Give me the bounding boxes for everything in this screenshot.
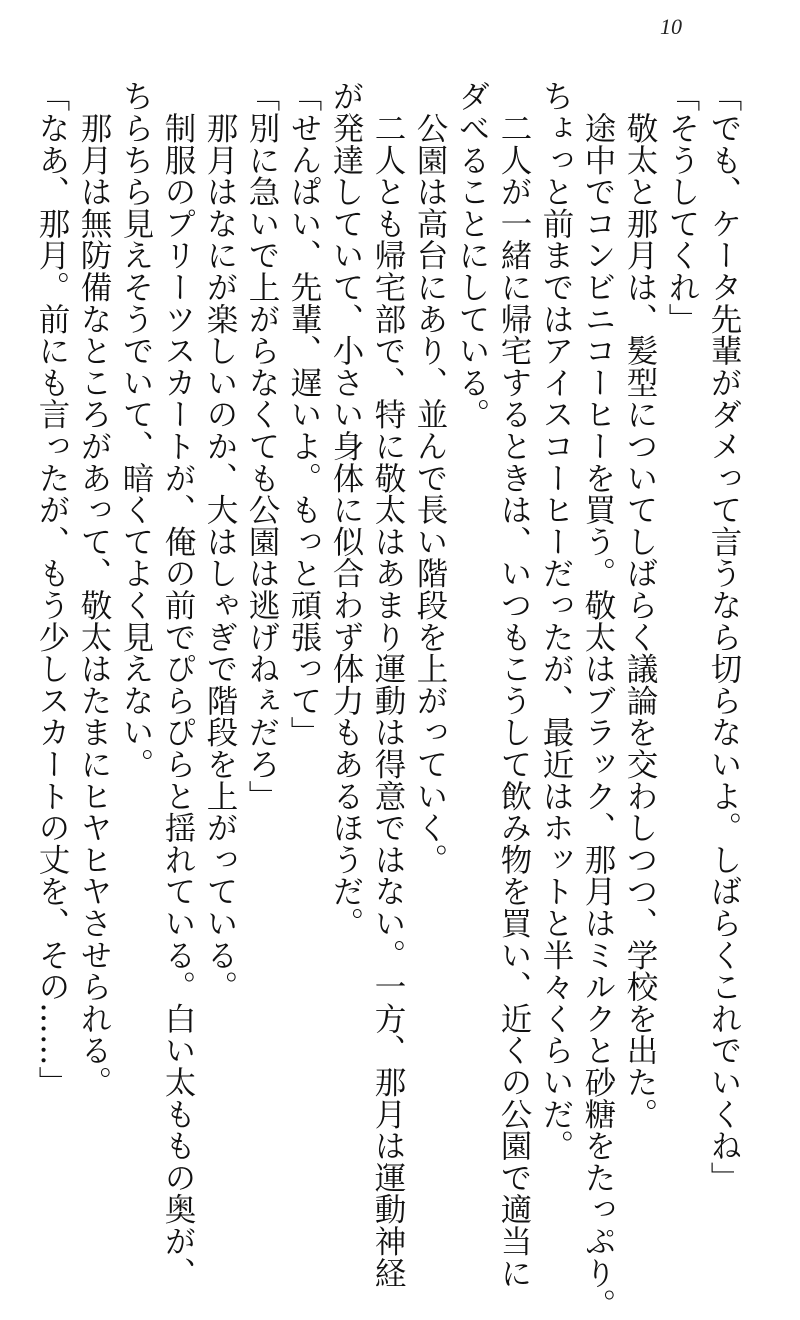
text-line: 「でも、ケータ先輩がダメって言うなら切らないよ。しばらくこれでいくね」 — [706, 80, 742, 1193]
text-line: 二人が一緒に帰宅するときは、いつもこうして飲み物を買い、近くの公園で適当に — [496, 80, 532, 1289]
text-line: 制服のプリーツスカートが、俺の前でぴらぴらと揺れている。白い太ももの奥が、 — [160, 80, 196, 1289]
text-line: 公園は高台にあり、並んで長い階段を上がっていく。 — [412, 80, 448, 875]
text-line: 那月はなにが楽しいのか、大はしゃぎで階段を上がっている。 — [202, 80, 238, 1003]
text-line: 「別に急いで上がらなくても公園は逃げねぇだろ」 — [244, 80, 280, 812]
text-line: ちらちら見えそうでいて、暗くてよく見えない。 — [118, 80, 154, 780]
text-line: が発達していて、小さい身体に似合わず体力もあるほうだ。 — [328, 80, 364, 939]
text-line: 「せんぱい、先輩、遅いよ。もっと頑張って」 — [286, 80, 322, 748]
page-number: 10 — [660, 14, 682, 39]
text-line: 「なあ、那月。前にも言ったが、もう少しスカートの丈を、その……」 — [34, 80, 70, 1098]
text-line: 那月は無防備なところがあって、敬太はたまにヒヤヒヤさせられる。 — [76, 80, 112, 1098]
vertical-text-body — [34, 80, 745, 1320]
text-line: 「そうしてくれ」 — [664, 80, 700, 335]
text-line: 二人とも帰宅部で、特に敬太はあまり運動は得意ではない。一方、那月は運動神経 — [370, 80, 406, 1289]
text-line: ダべることにしている。 — [454, 80, 490, 430]
text-line: 敬太と那月は、髪型についてしばらく議論を交わしつつ、学校を出た。 — [622, 80, 658, 1130]
text-line: ちょっと前まではアイスコーヒーだったが、最近はホットと半々くらいだ。 — [538, 80, 574, 1162]
text-line: 途中でコンビニコーヒーを買う。敬太はブラック、那月はミルクと砂糖をたっぷり。 — [580, 80, 616, 1320]
